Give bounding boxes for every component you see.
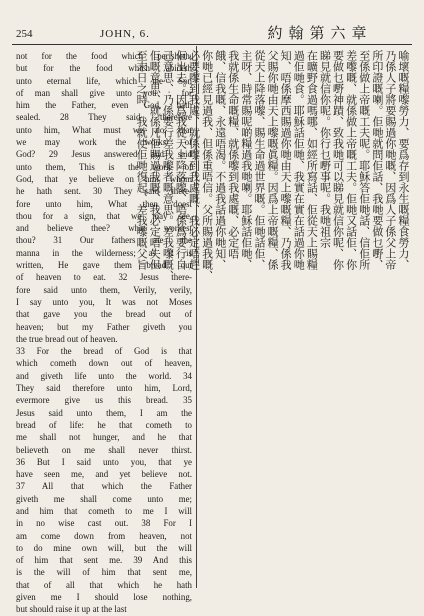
english-line: to do mine own will, but the will — [16, 542, 192, 553]
english-line: is the will of him that sent me, — [16, 567, 192, 578]
chinese-column: 己意思、乃係要行差我嚟者嘅意思。差我嚟嘅、 — [161, 50, 175, 281]
english-line: that of all that which he hath — [16, 579, 192, 590]
chinese-column: 乃係人子將要賜過你哋嘅、因爲人子係父上帝 — [383, 50, 397, 270]
chinese-column: 知、唔係摩西賜過你哋由天上嚟嘅糧、乃係我 — [279, 50, 293, 270]
english-line: unto him, What must we do, that — [16, 124, 192, 135]
english-line: 37 All that which the Father — [16, 481, 192, 492]
english-line: of him that sent me. 39 And this — [16, 555, 192, 566]
english-line: and believe thee? what workest — [16, 223, 192, 234]
chinese-column: 你哋已經見過我、但係重唔信。父所賜過我嘅、 — [200, 50, 214, 281]
chinese-column: 我就係生命嘅糧、就係嚟到我處嘅、必定唔 — [226, 50, 240, 259]
english-line: fore unto him, What then doest — [16, 198, 192, 209]
running-head-chinese: 約翰第六章 — [267, 24, 373, 42]
running-head-english: JOHN, 6. — [100, 28, 150, 40]
english-line: of man shall give unto you : for — [16, 87, 192, 98]
chinese-column: 在曠野食過嗎哪、如經所寫話、佢從天上賜糧 — [305, 50, 319, 270]
chinese-text-column — [135, 50, 410, 594]
english-line: me shall not hunger, and he that — [16, 432, 192, 443]
english-line: believeth on me shall never thirst. — [16, 444, 192, 455]
english-line: evermore give us this bread. 35 — [16, 395, 192, 406]
english-line: have seen me, and yet believe not. — [16, 469, 192, 480]
chinese-column: 睇見就信你呢。你行乜嘢事呢。我哋祖宗 — [318, 50, 332, 248]
chinese-column: 喻壞嘅糧嚟勞力、要爲存到永生嘅糧食勞力、 — [397, 50, 410, 270]
english-line: in no wise cast out. 38 For I — [16, 518, 192, 529]
chinese-column: 至係做上帝嘅工夫呢。耶穌答佢哋話、信佢所 — [357, 50, 371, 270]
english-line: but for the food which abideth — [16, 63, 192, 74]
english-line: him the Father, even God, hath — [16, 100, 192, 111]
english-line: giveth me shall come unto me; — [16, 493, 192, 504]
english-line: he hath sent. 30 They said there- — [16, 186, 192, 197]
chinese-column: 差嚟嘅、就係做上帝嘅工夫。佢哋又話佢、你 — [344, 50, 358, 270]
english-line: God? 29 Jesus answered and said — [16, 149, 192, 160]
english-line: given me I should lose nothing, — [16, 592, 192, 603]
chinese-column: 至末日之時、我就使佢哋復起、差我嚟嘅父旨 — [135, 50, 149, 270]
english-line: thou for a sign, that we may see, — [16, 210, 192, 221]
english-line: thou? 31 Our fathers ate the — [16, 235, 192, 246]
english-line: bread of life: he that cometh to — [16, 419, 192, 430]
chinese-column: 主呀、時常賜呢啲糧過我哋喇。耶穌話佢哋、 — [239, 50, 253, 270]
english-line: not for the food which perisheth, — [16, 51, 192, 61]
chinese-column: 佢嘅意思、就係凡佢賜過我嘅、我必定唔失但 — [148, 50, 162, 270]
english-line: and him that cometh to me I will — [16, 505, 192, 516]
english-line: They said therefore unto him, Lord, — [16, 383, 192, 394]
english-line: and giveth life unto the world. 34 — [16, 370, 192, 381]
english-line: unto them, This is the work of — [16, 161, 192, 172]
page-number: 254 — [16, 28, 33, 40]
english-line: written, He gave them bread out — [16, 260, 192, 271]
english-line: 36 But I said unto you, that ye — [16, 456, 192, 467]
english-line: that gave you the bread out of — [16, 309, 192, 320]
english-line: 33 For the bread of God is that — [16, 346, 192, 357]
english-line: God, that ye believe on him whom — [16, 173, 192, 184]
english-line: which cometh down out of heaven, — [16, 358, 192, 369]
chinese-column: 從天上降落嚟、賜生命過世界嘅。佢哋話佢、 — [252, 50, 266, 270]
header-rule — [12, 44, 412, 45]
chinese-column: 餓、信我嘅、永遠唔渴。不過我話過你哋知、 — [213, 50, 227, 270]
english-line: heaven; but my Father giveth you — [16, 321, 192, 332]
english-line: but should raise it up at the last — [16, 604, 127, 615]
english-line: manna in the wilderness; as it is — [16, 247, 192, 258]
english-line: fore said unto them, Verily, verily, — [16, 284, 192, 295]
english-line: the true bread out of heaven. — [16, 333, 118, 344]
english-line: Jesus said unto them, I am the — [16, 407, 192, 418]
english-line: we may work the works of — [16, 137, 192, 148]
english-line: am come down from heaven, not — [16, 530, 192, 541]
chinese-column: 必要嚟到我處、就係嚟到我處嘅、我必定唔趕 — [187, 50, 201, 270]
chinese-column: 佢出去。因爲我從天上降落嚟、唔係爲要行自 — [174, 50, 188, 270]
chinese-column: 所印證嘅喇。佢哋就問佢話、我哋要做乜嘢、 — [370, 50, 384, 270]
english-line: of heaven to eat. 32 Jesus there- — [16, 272, 192, 283]
english-line: I say unto you, It was not Moses — [16, 296, 192, 307]
chinese-column: 父賜你哋由天上嚟嘅眞糧。因爲上帝嘅糧、係 — [266, 50, 280, 270]
english-line: sealed. 28 They said therefore — [16, 112, 192, 123]
chinese-column: 要做乜嘢神蹟、致我哋可以睇見就信你呢、你 — [331, 50, 345, 270]
english-line: unto eternal life, which the Son — [16, 75, 192, 86]
chinese-column: 過佢哋食。耶穌話佢哋、我實在實在話過你哋 — [292, 50, 306, 270]
